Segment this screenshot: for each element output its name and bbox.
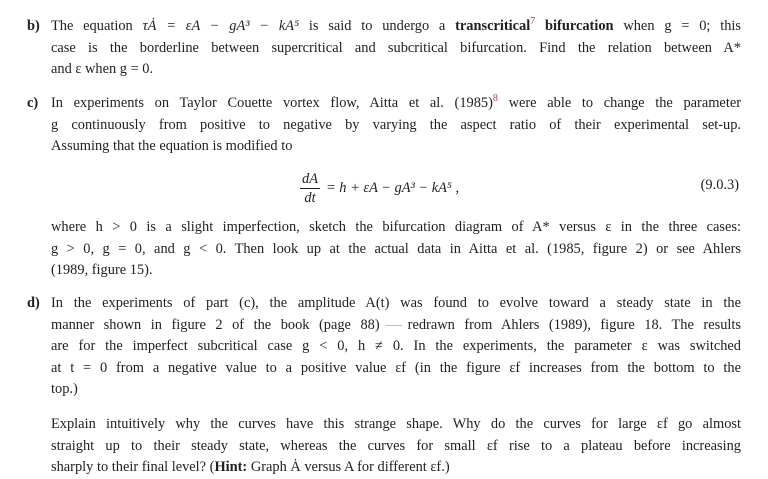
part-c-text (51, 93, 741, 158)
part-c-line-5: g > 0, g = 0, and g < 0. Then look up at the actual data in Aitta et al. (1985, figure 2) or see Ahlers (51, 240, 741, 257)
part-c-line-2: g continuously from positive to negative by varying the aspect ratio of their experimental set-up. (51, 116, 741, 133)
part-d-line-2: manner shown in figure 2 of the book (page 88) redrawn from Ahlers (1989), figure 18. The results (51, 316, 741, 333)
part-b-line-1: The equation τȦ = εA − gA³ − kA⁵ is said to undergo a transcritical$^7$ bifurcation when g = 0; this (51, 16, 742, 34)
equation-body (300, 166, 459, 210)
part-d-line-5: top.) (51, 381, 78, 397)
part-b-label: b) (27, 18, 40, 34)
footnote-ref-7[interactable]: 7 (530, 16, 536, 28)
hint-label: Hint: (214, 459, 248, 475)
equation-rhs: = h + εA − gA³ − kA⁵ , (326, 179, 460, 196)
part-d-p2-line-1: Explain intuitively why the curves have this strange shape. Why do the curves for large εf go almost (51, 416, 741, 432)
part-c-line-3: Assuming that the equation is modified to (51, 138, 293, 154)
part-c-line-4: where h > 0 is a slight imperfection, sketch the bifurcation diagram of A* versus ε in the three cases: (51, 219, 741, 235)
em-dash-rule (386, 325, 402, 326)
part-d-p2-line-2: straight up to their steady state, whereas the curves for small εf rise to a plateau before increasing (51, 437, 741, 454)
part-b-line-2: case is the borderline between supercritical and subcritical bifurcation. Find the relation between A* (51, 39, 741, 56)
part-d-line-1: In the experiments of part (c), the amplitude A(t) was found to evolve toward a steady state in the (51, 295, 741, 311)
part-c-label: c) (27, 95, 39, 111)
derivative-fraction: $\frac{dA}{dt}$ (302, 170, 318, 206)
part-b-line-3: and ε when g = 0. (51, 61, 154, 77)
footnote-ref-8[interactable]: 8 (492, 93, 498, 105)
equation-9-0-3 (0, 166, 768, 210)
part-d-text (51, 293, 741, 401)
equation-number: (9.0.3) (700, 177, 739, 193)
part-d-line-4: at t = 0 from a negative value to a positive value εf (in the figure εf increases from the bottom to the (51, 359, 741, 376)
part-b-text (51, 16, 741, 81)
part-c-line-6: (1989, figure 15). (51, 262, 153, 278)
part-c-line-1: In experiments on Taylor Couette vortex flow, Aitta et al. (1985)$^8$ were able to change the parameter (51, 93, 741, 111)
part-d-p2-line-3: sharply to their final level? (Hint: Graph Ȧ versus A for different εf.) (51, 459, 450, 475)
part-d-line-3: are for the imperfect subcritical case g < 0, h ≠ 0. In the experiments, the parameter ε was switched (51, 338, 741, 354)
part-d-label: d) (27, 295, 40, 311)
